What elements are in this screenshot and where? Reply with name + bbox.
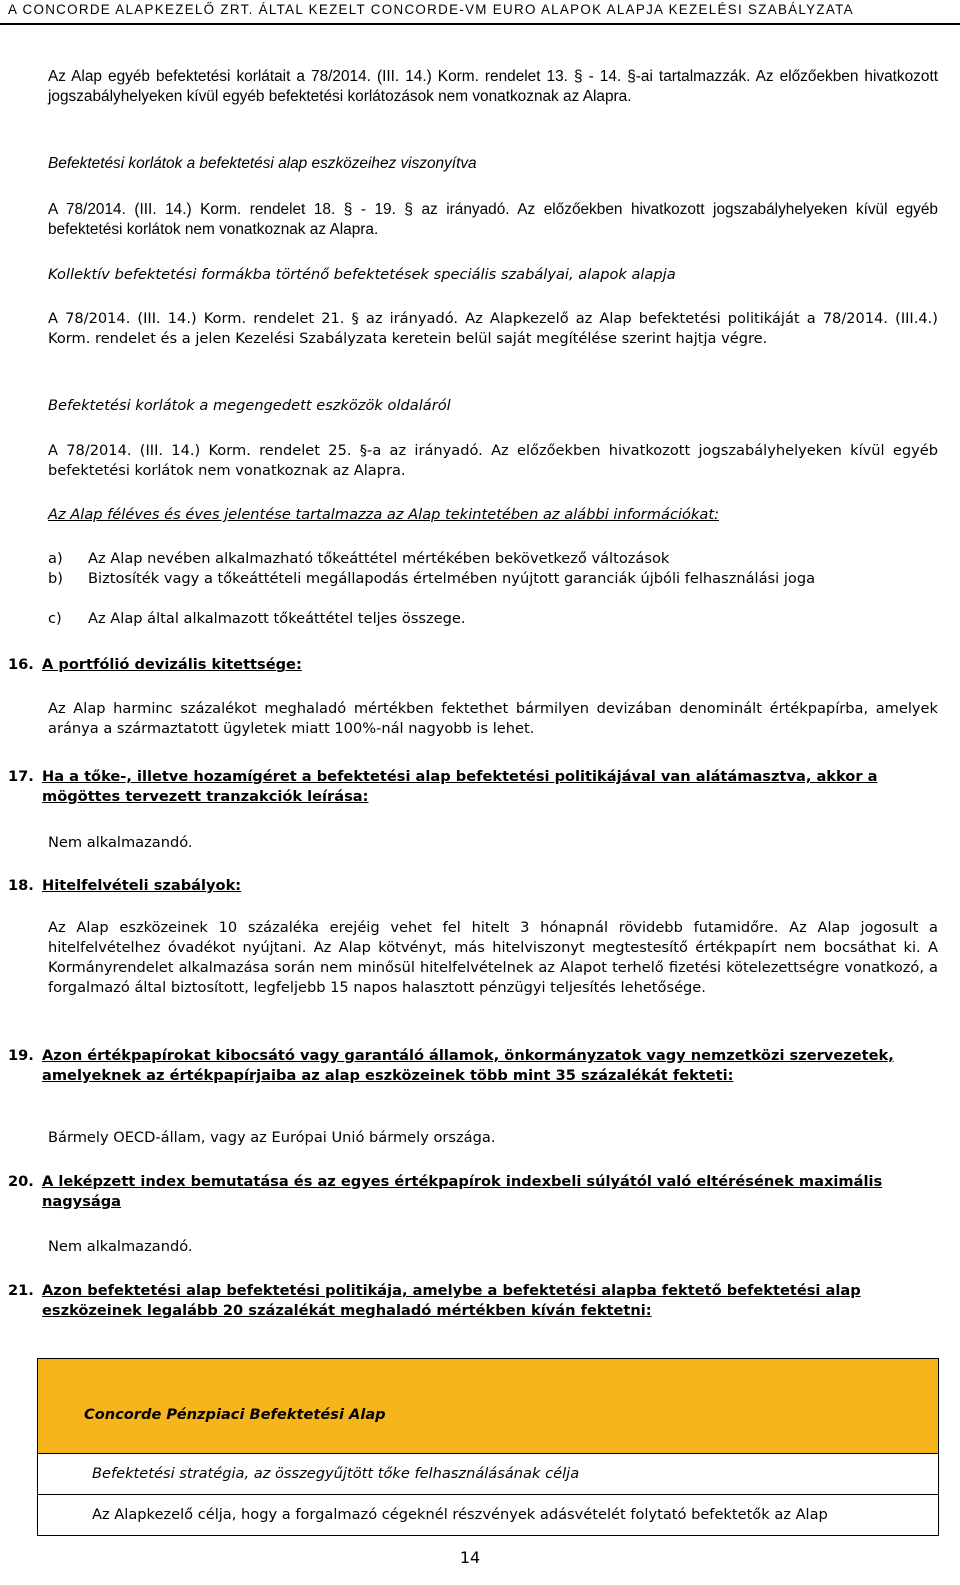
section-number: 17. (8, 768, 34, 785)
section-body-16: Az Alap harminc százalékot meghaladó mértékben fektethet bármilyen devizában denominált értékpapírba, amelyek aránya a származtatott ügyletek miatt 100%-nál nagyobb is lehet. (48, 700, 938, 737)
subheading-collective-investment: Kollektív befektetési formákba történő befektetések speciális szabályai, alapok alapja (48, 266, 676, 283)
strategy-text: Az Alapkezelő célja, hogy a forgalmazó cégeknél részvények adásvételét folytató befektetők az Alap (92, 1506, 828, 1523)
report-intro: Az Alap féléves és éves jelentése tartalmazza az Alap tekintetében az alábbi információkat: (48, 506, 719, 523)
page-number: 14 (459, 1548, 481, 1567)
strategy-label: Befektetési stratégia, az összegyűjtött tőke felhasználásának célja (92, 1465, 580, 1482)
section-body-18: Az Alap eszközeinek 10 százaléka erejéig vehet fel hitelt 3 hónapnál rövidebb futamidőre. Az Alap jogosult a hitelfelvételhez óvadékot nyújtani. Az Alap kötvényt, más hitelviszonyt megtestesítő értékpapírt nem bocsáthat ki. A Kormányrendelet alkalmazása során nem minősül hitelfelvételnek az Alapot terhelő fizetési kötelezettségre vonatkozó, a forgalmazó által biztosított, legfeljebb 15 napos halasztott pénzügyi teljesítés lehetősége. (48, 919, 938, 996)
paragraph-investment-limits: Az Alap egyéb befektetési korlátait a 78/2014. (III. 14.) Korm. rendelet 13. § - 14. §-ai tartalmazzák. Az előzőekben hivatkozott jogszabályhelyeken kívül egyéb befektetési korlátozások nem vonatkoznak az Alapra. (48, 68, 938, 105)
page-header (0, 0, 960, 34)
paragraph-permitted-assets: A 78/2014. (III. 14.) Korm. rendelet 25. §-a az irányadó. Az előzőekben hivatkozott jogszabályhelyeken kívül egyéb befektetési korlátok nem vonatkoznak az Alapra. (48, 442, 938, 479)
list-marker: c) (48, 610, 62, 627)
list-text: Az Alap nevében alkalmazható tőkeáttétel mértékében bekövetkező változások (88, 550, 670, 567)
paragraph-collective-investment: A 78/2014. (III. 14.) Korm. rendelet 21. § az irányadó. Az Alapkezelő az Alap befektetési politikáját a 78/2014. (III.4.) Korm. rendelet és a jelen Kezelési Szabályzata keretein belül saját megítélése szerint hajtja végre. (48, 310, 938, 347)
subheading-asset-limits: Befektetési korlátok a befektetési alap eszközeihez viszonyítva (48, 155, 477, 172)
paragraph-asset-limits: A 78/2014. (III. 14.) Korm. rendelet 18. § - 19. § az irányadó. Az előzőekben hivatkozott jogszabályhelyeken kívül egyéb befektetési korlátok nem vonatkoznak az Alapra. (48, 201, 938, 238)
fund-name: Concorde Pénzpiaci Befektetési Alap (84, 1406, 386, 1423)
section-title: A portfólió devizális kitettsége: (42, 656, 302, 673)
section-number: 16. (8, 656, 34, 673)
list-marker: a) (48, 550, 63, 567)
section-body-20: Nem alkalmazandó. (48, 1238, 193, 1255)
fund-table-row (38, 1495, 938, 1535)
fund-table-header-row (38, 1359, 938, 1454)
section-title: Hitelfelvételi szabályok: (42, 877, 242, 894)
fund-table (37, 1358, 939, 1536)
section-title: Azon befektetési alap befektetési politikája, amelybe a befektetési alapba fektető befektetési alap eszközeinek legalább 20 százalékát meghaladó mértékben kíván fektetni: (42, 1282, 861, 1319)
subheading-permitted-assets: Befektetési korlátok a megengedett eszközök oldaláról (48, 397, 451, 414)
section-number: 21. (8, 1282, 34, 1299)
list-text: Biztosíték vagy a tőkeáttételi megállapodás értelmében nyújtott garanciák újbóli felhasználási joga (88, 570, 816, 587)
section-number: 18. (8, 877, 34, 894)
section-number: 20. (8, 1173, 34, 1190)
section-title: A leképzett index bemutatása és az egyes értékpapírok indexbeli súlyától való eltérésének maximális nagysága (42, 1173, 883, 1210)
list-marker: b) (48, 570, 63, 587)
section-body-19: Bármely OECD-állam, vagy az Európai Unió bármely országa. (48, 1129, 496, 1146)
section-title: Azon értékpapírokat kibocsátó vagy garantáló államok, önkormányzatok vagy nemzetközi szervezetek, amelyeknek az értékpapírjaiba az alap eszközeinek több mint 35 százalékát fekteti: (42, 1047, 894, 1084)
section-title: Ha a tőke-, illetve hozamígéret a befektetési alap befektetési politikájával van alátámasztva, akkor a mögöttes tervezett tranzakciók leírása: (42, 768, 878, 805)
header-rule (0, 23, 960, 25)
section-body-17: Nem alkalmazandó. (48, 834, 193, 851)
section-number: 19. (8, 1047, 34, 1064)
list-text: Az Alap által alkalmazott tőkeáttétel teljes összege. (88, 610, 466, 627)
header-title: A CONCORDE ALAPKEZELŐ ZRT. ÁLTAL KEZELT CONCORDE-VM EURO ALAPOK ALAPJA KEZELÉSI SZABÁLYZATA (8, 2, 854, 17)
fund-table-row (38, 1454, 938, 1495)
